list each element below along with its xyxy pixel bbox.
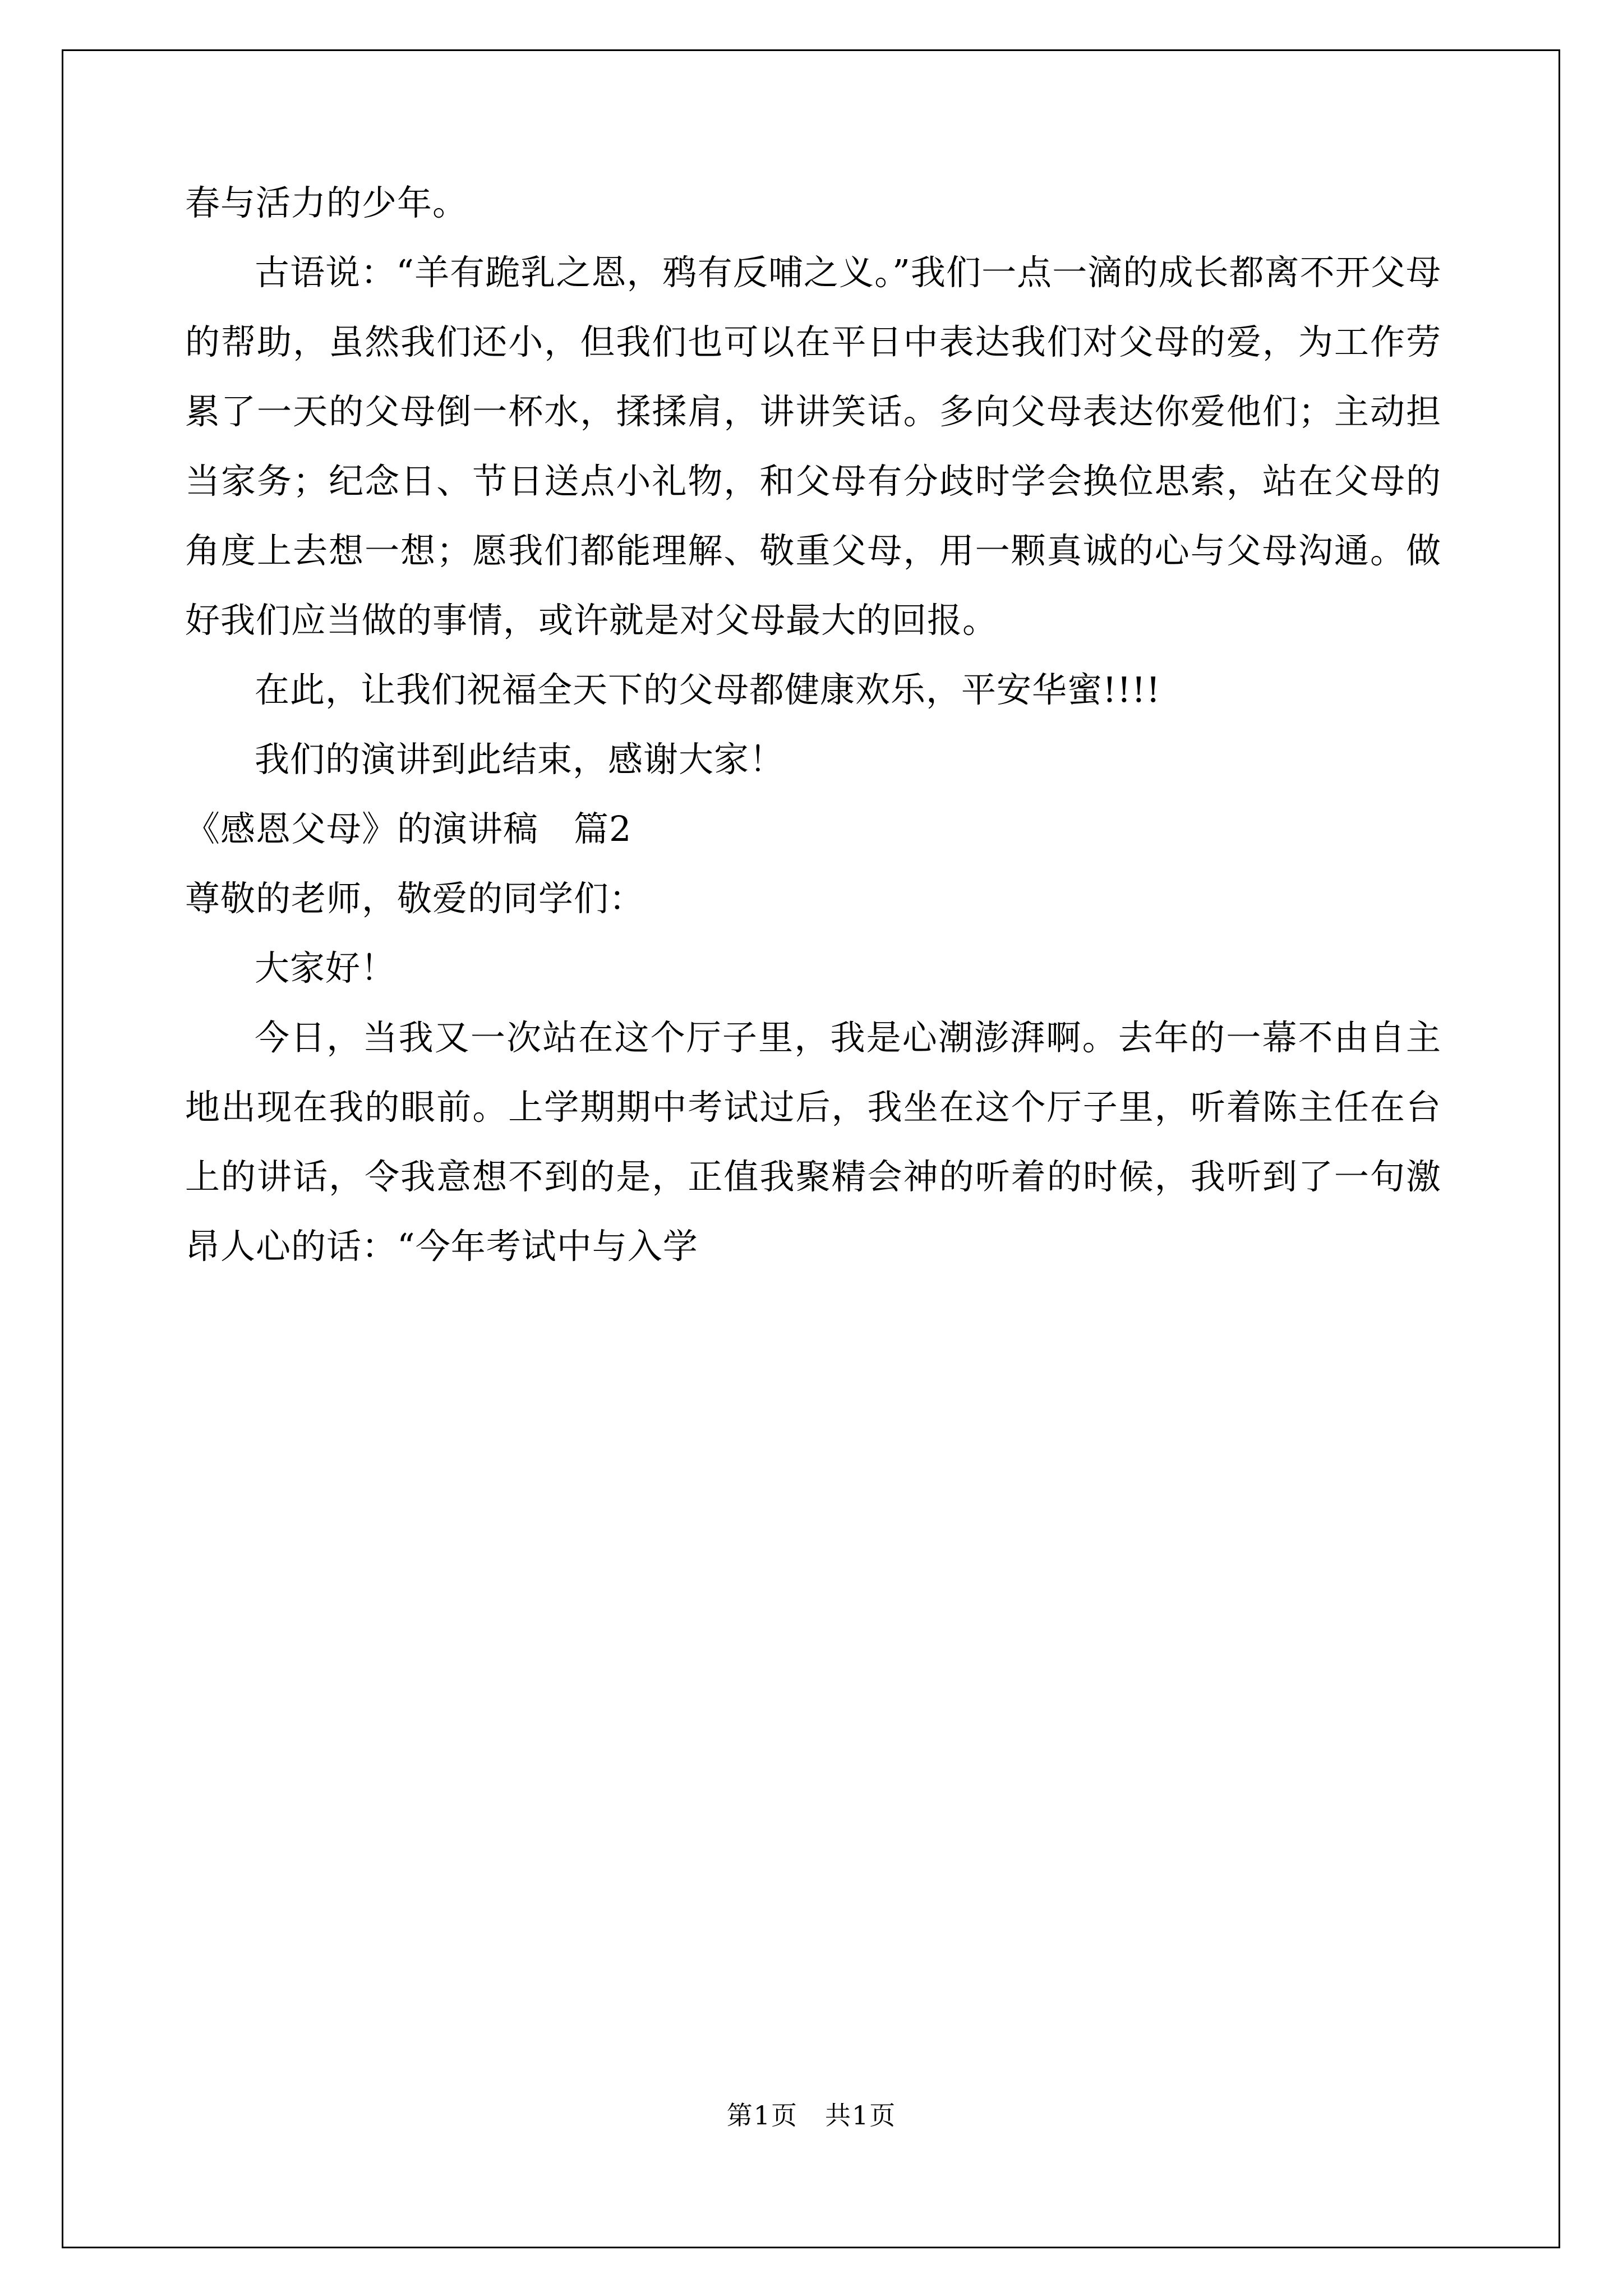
paragraph: 春与活力的少年。 bbox=[185, 182, 468, 223]
page-footer: 第1页 共1页 bbox=[726, 2100, 897, 2131]
document-body bbox=[185, 168, 1441, 1281]
paragraph: 我们的演讲到此结束，感谢大家！ bbox=[255, 739, 785, 780]
salutation: 尊敬的老师，敬爱的同学们： bbox=[185, 878, 645, 919]
section-heading: 《感恩父母》的演讲稿 篇2 bbox=[185, 808, 632, 849]
paragraph: 大家好！ bbox=[255, 947, 396, 988]
paragraph: 在此，让我们祝福全天下的父母都健康欢乐，平安华蜜!!!! bbox=[255, 669, 1161, 710]
paragraph: 古语说：“羊有跪乳之恩，鸦有反哺之义。”我们一点一滴的成长都离不开父母的帮助，虽然我们还小，但我们也可以在平日中表达我们对父母的爱，为工作劳累了一天的父母倒一杯水，揉揉肩，讲讲笑话。多向父母表达你爱他们；主动担当家务；纪念日、节日送点小礼物，和父母有分歧时学会换位思索，站在父母的角度上去想一想；愿我们都能理解、敬重父母，用一颗真诚的心与父母沟通。做好我们应当做的事情，或许就是对父母最大的回报。 bbox=[185, 252, 1441, 641]
paragraph: 今日，当我又一次站在这个厅子里，我是心潮澎湃啊。去年的一幕不由自主地出现在我的眼前。上学期期中考试过后，我坐在这个厅子里，听着陈主任在台上的讲话，令我意想不到的是，正值我聚精会神的听着的时候，我听到了一句激昂人心的话：“今年考试中与入学 bbox=[185, 1017, 1441, 1267]
